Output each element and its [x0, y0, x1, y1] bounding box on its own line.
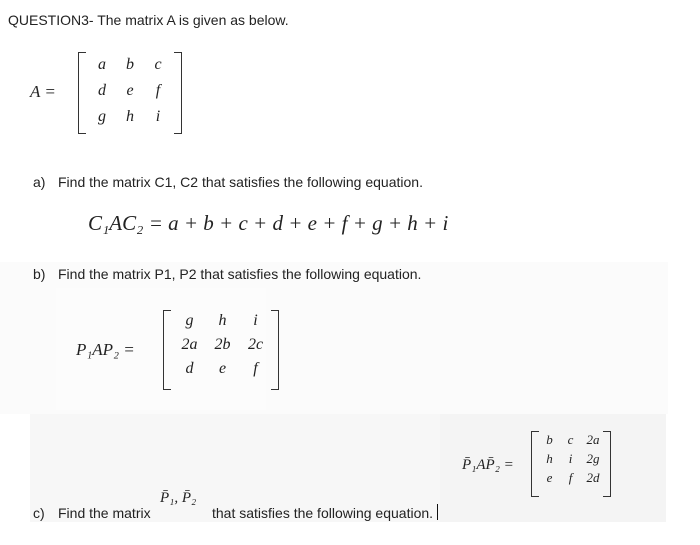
matrix-a-lhs: [30, 82, 56, 102]
matrix-p-cell: 2b: [214, 336, 231, 353]
text-cursor: [437, 504, 438, 520]
part-c-label: c): [33, 505, 45, 521]
part-b-text: Find the matrix P1, P2 that satisfies the following equation.: [58, 266, 422, 282]
part-a-equation: [88, 211, 448, 236]
matrix-a-cell: i: [155, 108, 161, 125]
matrix-pbar-cell: c: [567, 432, 574, 447]
matrix-a-grid: [88, 56, 172, 126]
part-a-label: a): [33, 174, 46, 190]
matrix-p-cell: i: [253, 312, 258, 329]
matrix-p-grid: [173, 312, 272, 378]
matrix-pbar-left-bracket: [531, 431, 539, 497]
matrix-a-cell: d: [98, 82, 106, 99]
matrix-p-cell: 2a: [181, 336, 198, 353]
matrix-p-cell: 2c: [247, 336, 264, 353]
part-c-matrices: P̄₁, P̄₂: [160, 490, 197, 506]
matrix-p-right-bracket: [271, 310, 279, 390]
matrix-a-cell: c: [154, 56, 162, 73]
matrix-p-cell: d: [185, 360, 194, 377]
matrix-a-cell: b: [126, 56, 134, 73]
matrix-pbar-cell: e: [546, 470, 553, 485]
matrix-pbar-cell: 2a: [586, 432, 600, 447]
matrix-a: [78, 52, 182, 134]
matrix-pbar-cell: f: [568, 470, 573, 485]
matrix-pbar-cell: i: [568, 451, 573, 466]
part-c-lhs: P̄₁AP̄₂ =: [462, 457, 514, 473]
matrix-a-cell: g: [98, 108, 106, 125]
matrix-p-cell: e: [218, 360, 227, 377]
matrix-a-cell: e: [126, 82, 134, 99]
matrix-a-lhs-text: A =: [30, 82, 56, 101]
matrix-pbar-cell: 2g: [586, 451, 600, 466]
matrix-a-cell: h: [126, 108, 134, 125]
matrix-p-cell: f: [253, 360, 258, 377]
matrix-pbar-cell: b: [546, 432, 553, 447]
matrix-pbar-cell: h: [546, 451, 553, 466]
matrix-p-cell: h: [218, 312, 227, 329]
part-a-equation-rhs: = a + b + c + d + e + f + g + h + i: [148, 211, 449, 235]
matrix-pbar-cell: 2d: [586, 470, 600, 485]
part-a-equation-lhs: C₁AC₂: [88, 211, 144, 235]
matrix-pbar-result: [531, 431, 611, 497]
matrix-p-left-bracket: [163, 310, 171, 390]
matrix-a-right-bracket: [174, 52, 182, 134]
matrix-p-result: [163, 310, 279, 390]
matrix-a-cell: a: [98, 56, 106, 73]
part-b-lhs: P₁AP₂ =: [76, 340, 135, 359]
part-a-text: Find the matrix C1, C2 that satisfies the following equation.: [58, 174, 423, 190]
matrix-a-left-bracket: [78, 52, 86, 134]
part-b-label: b): [33, 266, 46, 282]
question-title: QUESTION3- The matrix A is given as below.: [8, 12, 289, 28]
matrix-pbar-grid: [539, 432, 605, 486]
matrix-a-cell: f: [155, 82, 161, 99]
part-c-text-before: Find the matrix: [58, 505, 151, 521]
matrix-p-cell: g: [185, 312, 194, 329]
part-c-text-after: that satisfies the following equation.: [212, 505, 434, 521]
